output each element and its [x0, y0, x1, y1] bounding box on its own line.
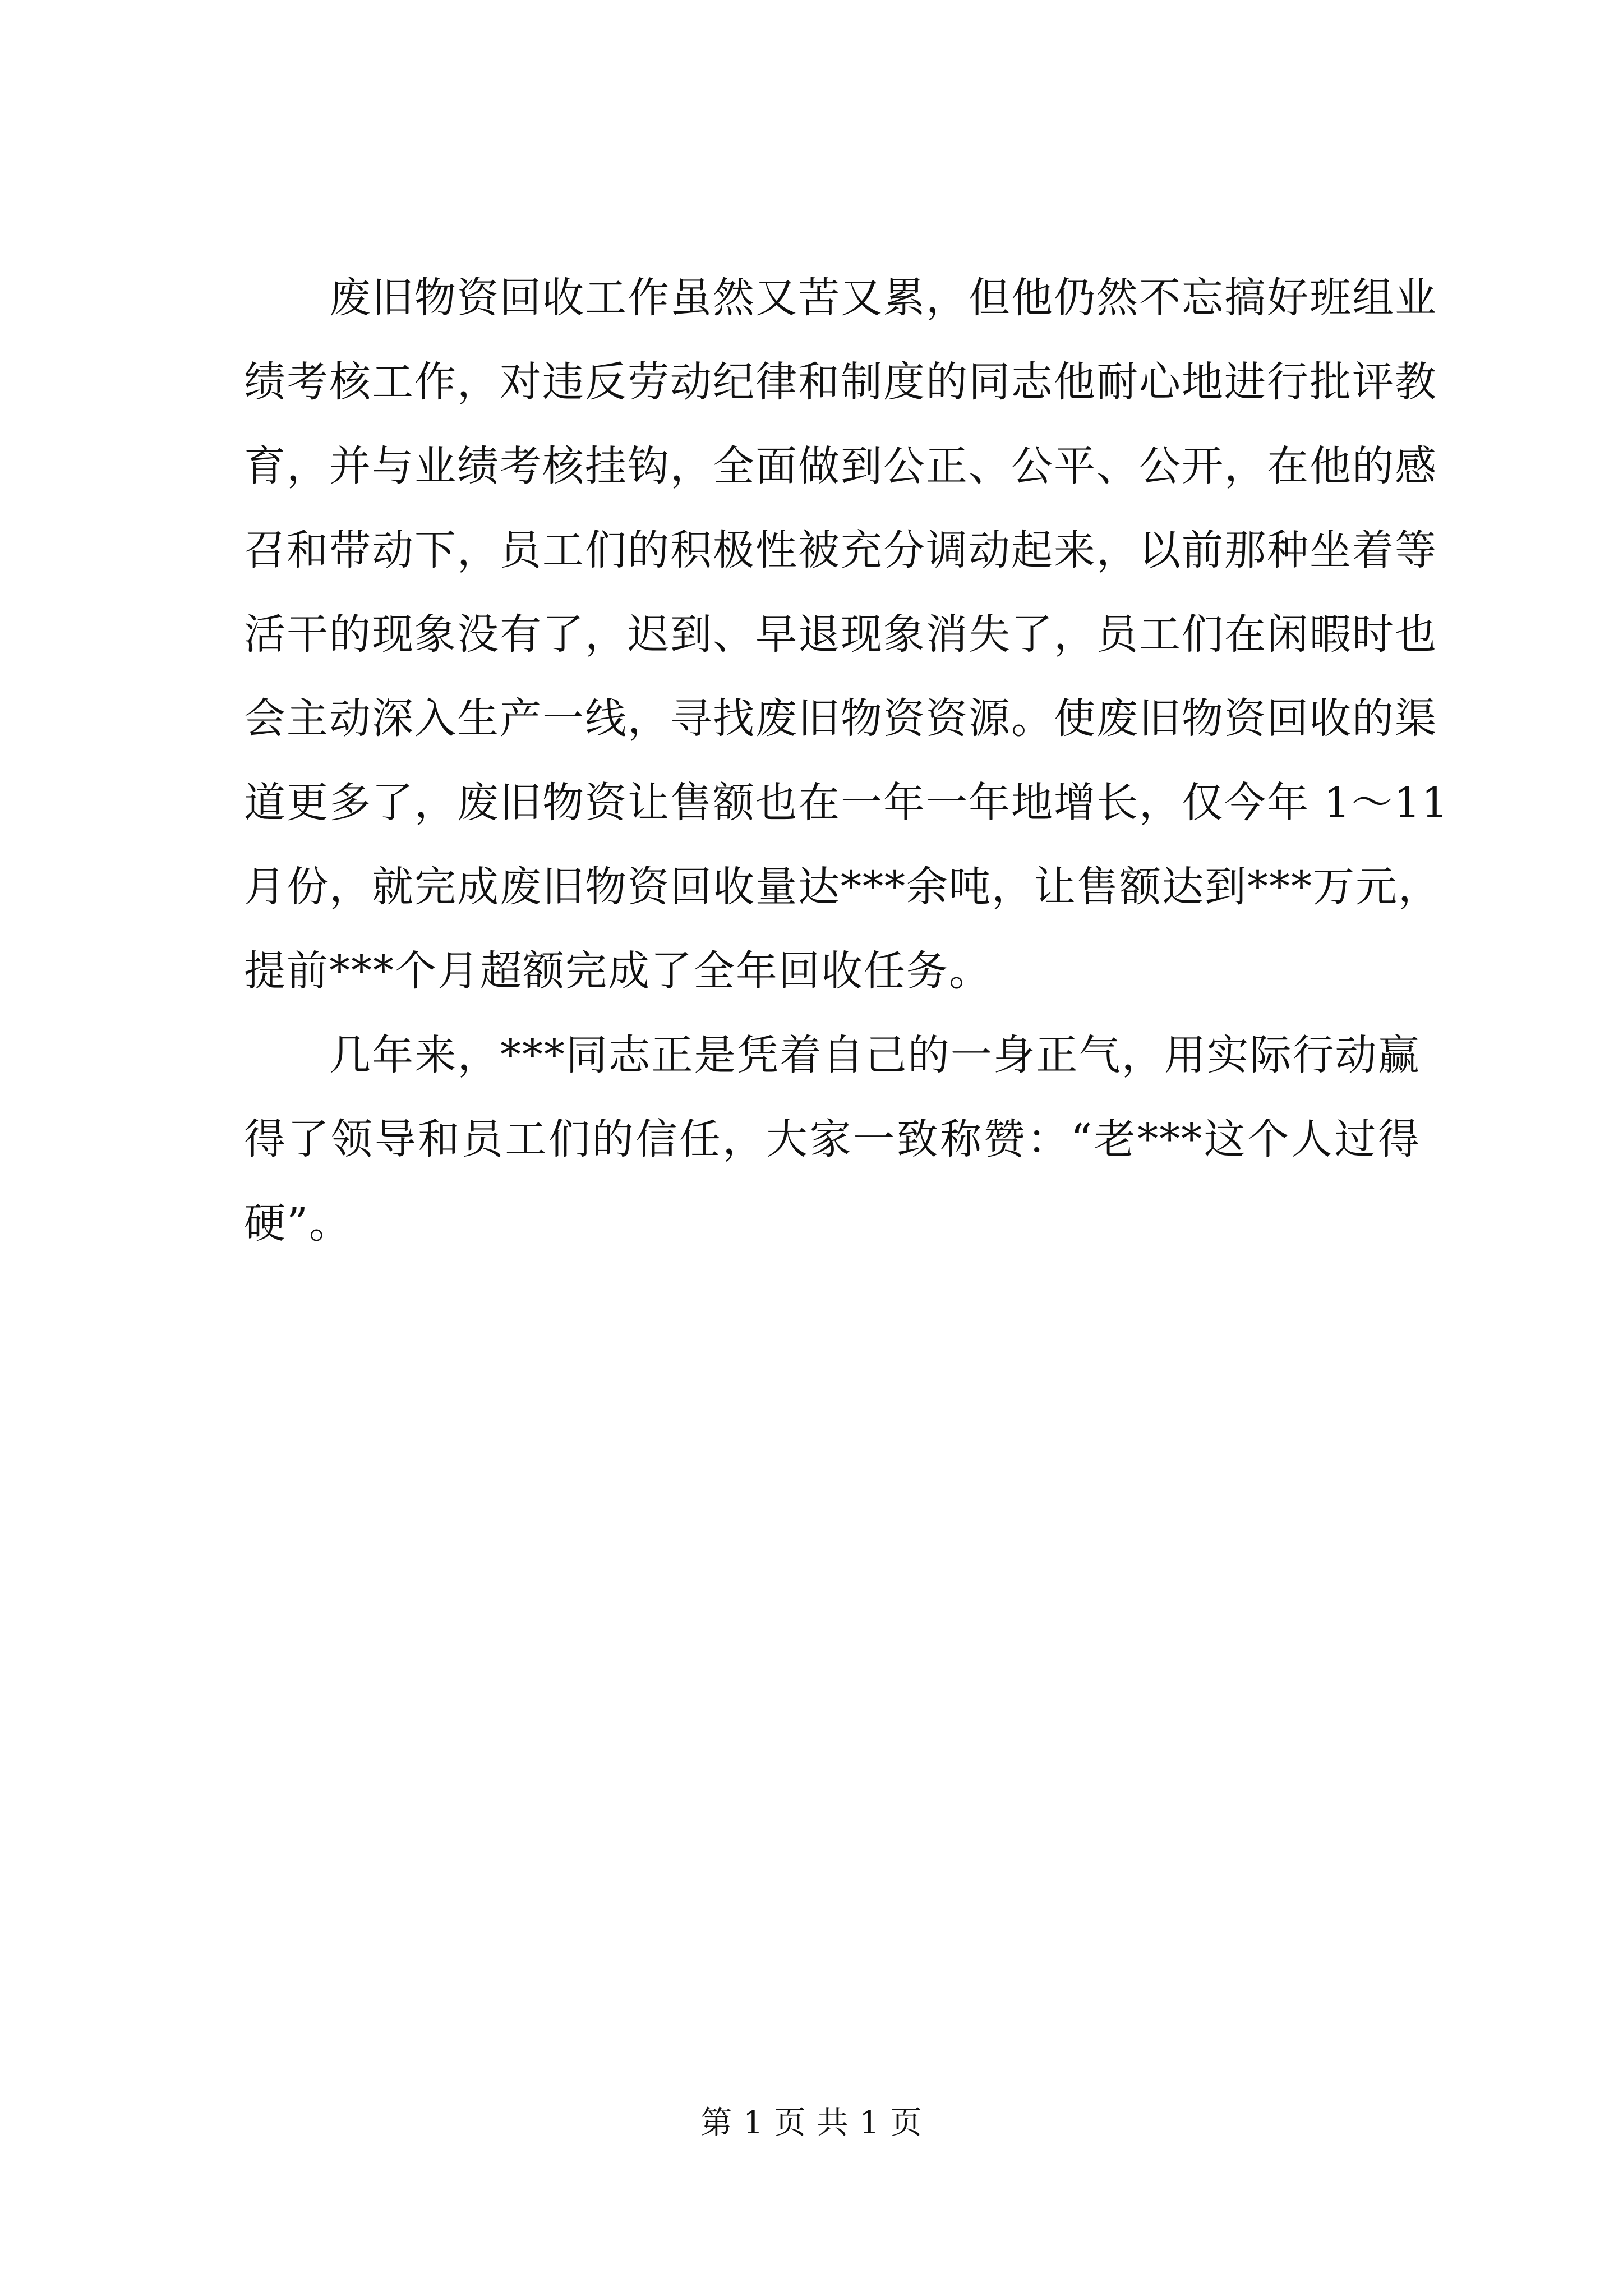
- text-line: 硬”。: [244, 1199, 352, 1248]
- text-line: 育，并与业绩考核挂钩，全面做到公正、公平、公开，在他的感: [244, 442, 1437, 490]
- text-line: 得了领导和员工们的信任，大家一致称赞：“老***这个人过得: [244, 1115, 1421, 1163]
- text-line: 几年来，***同志正是凭着自己的一身正气，用实际行动赢: [329, 1031, 1421, 1079]
- text-line: 月份，就完成废旧物资回收量达***余吨，让售额达到***万元，: [244, 863, 1441, 911]
- document-body: [244, 256, 1449, 1266]
- page-number-footer: 第 1 页 共 1 页: [700, 2105, 923, 2141]
- text-line: 活干的现象没有了，迟到、早退现象消失了，员工们在闲暇时也: [244, 610, 1437, 659]
- text-line: 道更多了，废旧物资让售额也在一年一年地增长，仅今年 1～11: [244, 779, 1449, 827]
- text-line: 绩考核工作，对违反劳动纪律和制度的同志他耐心地进行批评教: [244, 358, 1437, 406]
- paragraph-2: [244, 1013, 1421, 1266]
- paragraph-1: [244, 256, 1449, 1013]
- text-line: 召和带动下，员工们的积极性被充分调动起来，以前那种坐着等: [244, 526, 1437, 574]
- text-line: 会主动深入生产一线，寻找废旧物资资源。使废旧物资回收的渠: [244, 694, 1437, 743]
- text-line: 提前***个月超额完成了全年回收任务。: [244, 947, 992, 995]
- text-line: 废旧物资回收工作虽然又苦又累，但他仍然不忘搞好班组业: [329, 274, 1437, 322]
